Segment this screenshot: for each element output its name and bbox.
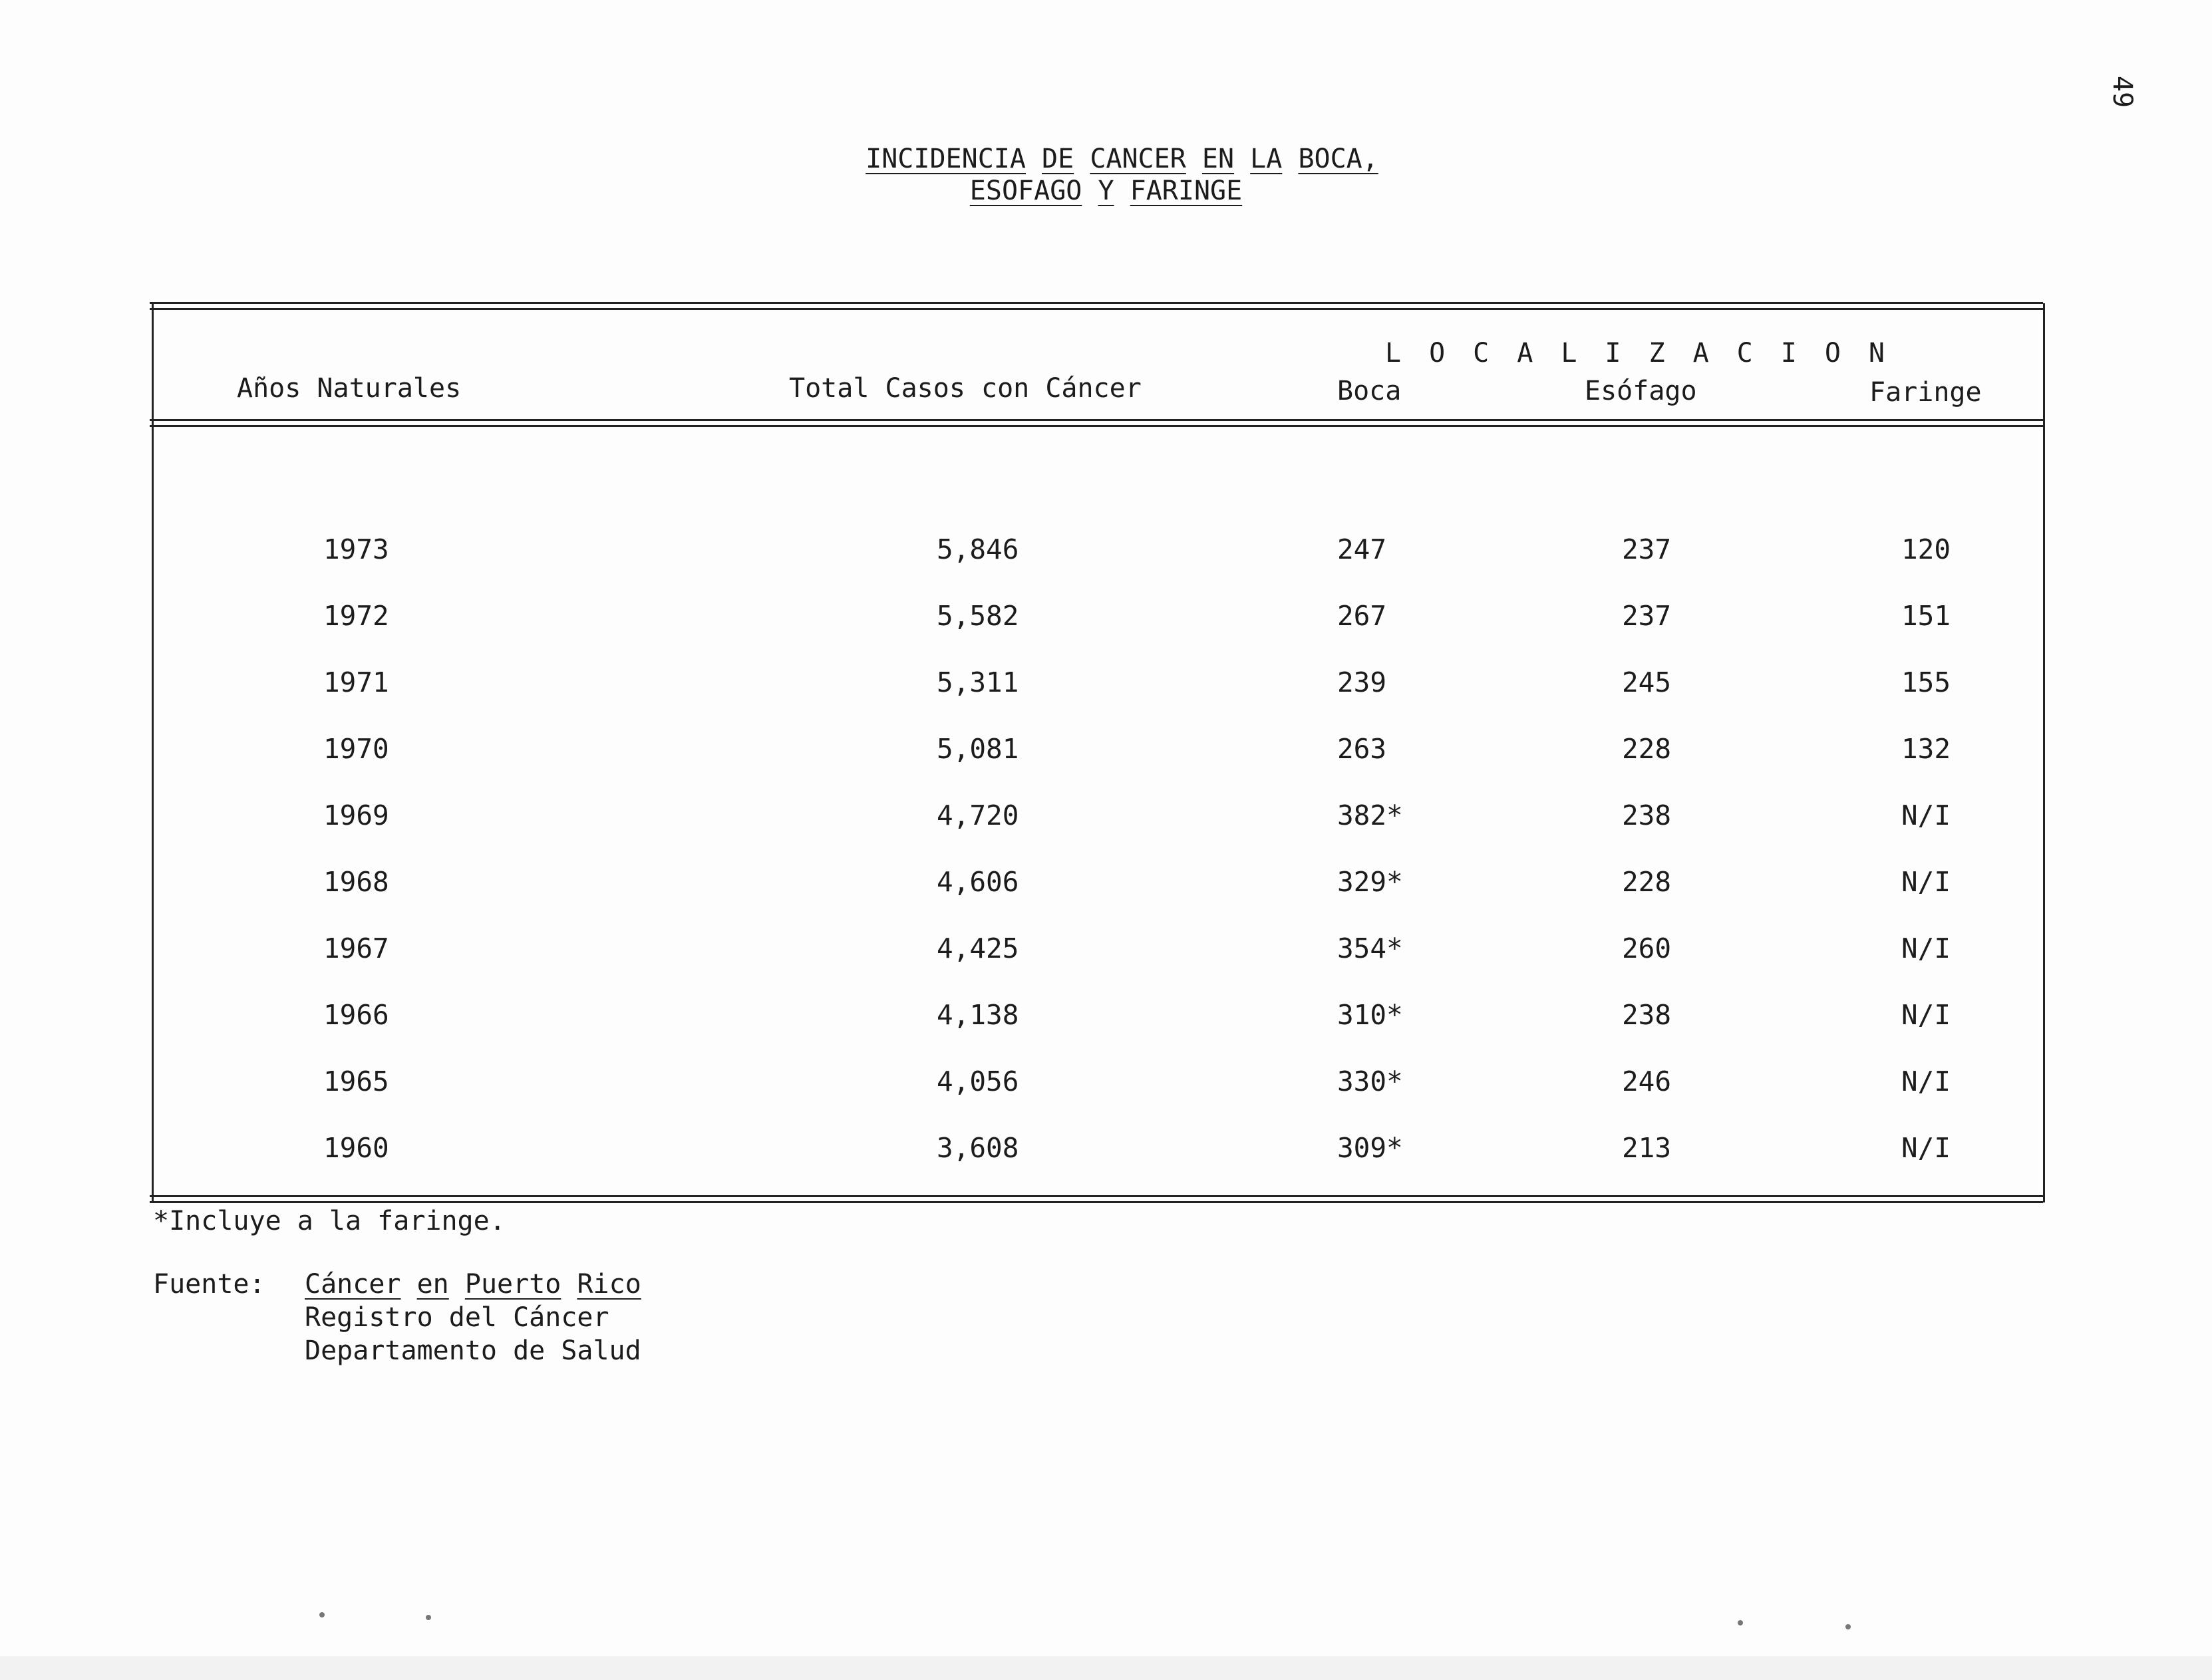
source-line-2: Registro del Cáncer [305, 1302, 609, 1333]
cell-total: 4,056 [937, 1065, 1019, 1097]
cell-faringe: 155 [1901, 666, 1951, 698]
cell-year: 1971 [323, 666, 389, 698]
source-word: Cáncer [305, 1269, 401, 1300]
scan-speck [426, 1615, 431, 1620]
table-row [0, 995, 2212, 1035]
cell-total: 3,608 [937, 1132, 1019, 1164]
title-line-2 [0, 170, 2212, 211]
footnote: *Incluye a la faringe. [153, 1206, 506, 1236]
cell-total: 5,081 [937, 733, 1019, 765]
cell-boca: 247 [1337, 533, 1387, 565]
title-word: FARINGE [1130, 176, 1243, 206]
cell-faringe: 120 [1901, 533, 1951, 565]
title-word: INCIDENCIA [866, 144, 1026, 174]
cell-faringe: N/I [1901, 866, 1951, 898]
cell-boca: 239 [1337, 666, 1387, 698]
header-esofago: Esófago [1585, 376, 1697, 406]
cell-esofago: 237 [1622, 533, 1672, 565]
table-row [0, 862, 2212, 902]
table-row [0, 795, 2212, 835]
scan-edge [0, 1656, 2212, 1680]
source-citation [305, 1268, 641, 1367]
cell-faringe: N/I [1901, 799, 1951, 831]
table-header-rule [150, 419, 2043, 427]
header-years: Años Naturales [237, 373, 462, 404]
table-row [0, 729, 2212, 769]
cell-boca: 329* [1337, 866, 1403, 898]
cell-boca: 382* [1337, 799, 1403, 831]
cell-esofago: 246 [1622, 1065, 1672, 1097]
cell-total: 5,846 [937, 533, 1019, 565]
header-boca: Boca [1337, 376, 1402, 406]
cell-esofago: 238 [1622, 999, 1672, 1031]
cell-faringe: N/I [1901, 932, 1951, 964]
table-row [0, 662, 2212, 702]
cell-year: 1970 [323, 733, 389, 765]
cell-boca: 310* [1337, 999, 1403, 1031]
cell-year: 1972 [323, 600, 389, 632]
cell-esofago: 213 [1622, 1132, 1672, 1164]
table-row [0, 1061, 2212, 1101]
cell-faringe: N/I [1901, 1132, 1951, 1164]
cell-total: 4,720 [937, 799, 1019, 831]
cell-faringe: N/I [1901, 1065, 1951, 1097]
source-line-1 [305, 1268, 641, 1301]
cell-boca: 263 [1337, 733, 1387, 765]
source-word: Rico [577, 1269, 641, 1300]
cell-year: 1966 [323, 999, 389, 1031]
cell-boca: 354* [1337, 932, 1403, 964]
title-word: ESOFAGO [969, 176, 1082, 206]
table-row [0, 529, 2212, 569]
header-localizacion: LOCALIZACION [1385, 338, 1913, 368]
cell-esofago: 245 [1622, 666, 1672, 698]
cell-total: 5,311 [937, 666, 1019, 698]
title-word: BOCA, [1298, 144, 1378, 174]
header-total-cases: Total Casos con Cáncer [789, 373, 1142, 404]
cell-boca: 309* [1337, 1132, 1403, 1164]
cell-esofago: 238 [1622, 799, 1672, 831]
title-word: LA [1250, 144, 1283, 174]
cell-esofago: 228 [1622, 733, 1672, 765]
title-word: CANCER [1090, 144, 1186, 174]
cell-boca: 267 [1337, 600, 1387, 632]
table-row [0, 596, 2212, 636]
cell-year: 1969 [323, 799, 389, 831]
source-line-3: Departamento de Salud [305, 1335, 641, 1366]
cell-year: 1968 [323, 866, 389, 898]
page-number: 49 [2107, 75, 2137, 108]
scan-speck [319, 1612, 325, 1617]
cell-esofago: 228 [1622, 866, 1672, 898]
title-word: DE [1042, 144, 1074, 174]
cell-boca: 330* [1337, 1065, 1403, 1097]
cell-faringe: N/I [1901, 999, 1951, 1031]
cell-faringe: 151 [1901, 600, 1951, 632]
cell-year: 1965 [323, 1065, 389, 1097]
source-word: Puerto [464, 1269, 561, 1300]
cell-esofago: 260 [1622, 932, 1672, 964]
table-row [0, 928, 2212, 968]
source-label: Fuente: [153, 1269, 265, 1300]
table-top-rule [150, 302, 2043, 310]
cell-total: 4,606 [937, 866, 1019, 898]
table-row [0, 1128, 2212, 1168]
title-word: Y [1098, 176, 1114, 206]
cell-year: 1967 [323, 932, 389, 964]
source-word: en [416, 1269, 449, 1300]
cell-total: 5,582 [937, 600, 1019, 632]
header-faringe: Faringe [1869, 377, 1982, 408]
cell-esofago: 237 [1622, 600, 1672, 632]
cell-year: 1973 [323, 533, 389, 565]
scan-speck [1738, 1620, 1743, 1625]
scan-speck [1845, 1624, 1851, 1629]
cell-total: 4,138 [937, 999, 1019, 1031]
title-word: EN [1201, 144, 1235, 174]
cell-year: 1960 [323, 1132, 389, 1164]
cell-faringe: 132 [1901, 733, 1951, 765]
cell-total: 4,425 [937, 932, 1019, 964]
